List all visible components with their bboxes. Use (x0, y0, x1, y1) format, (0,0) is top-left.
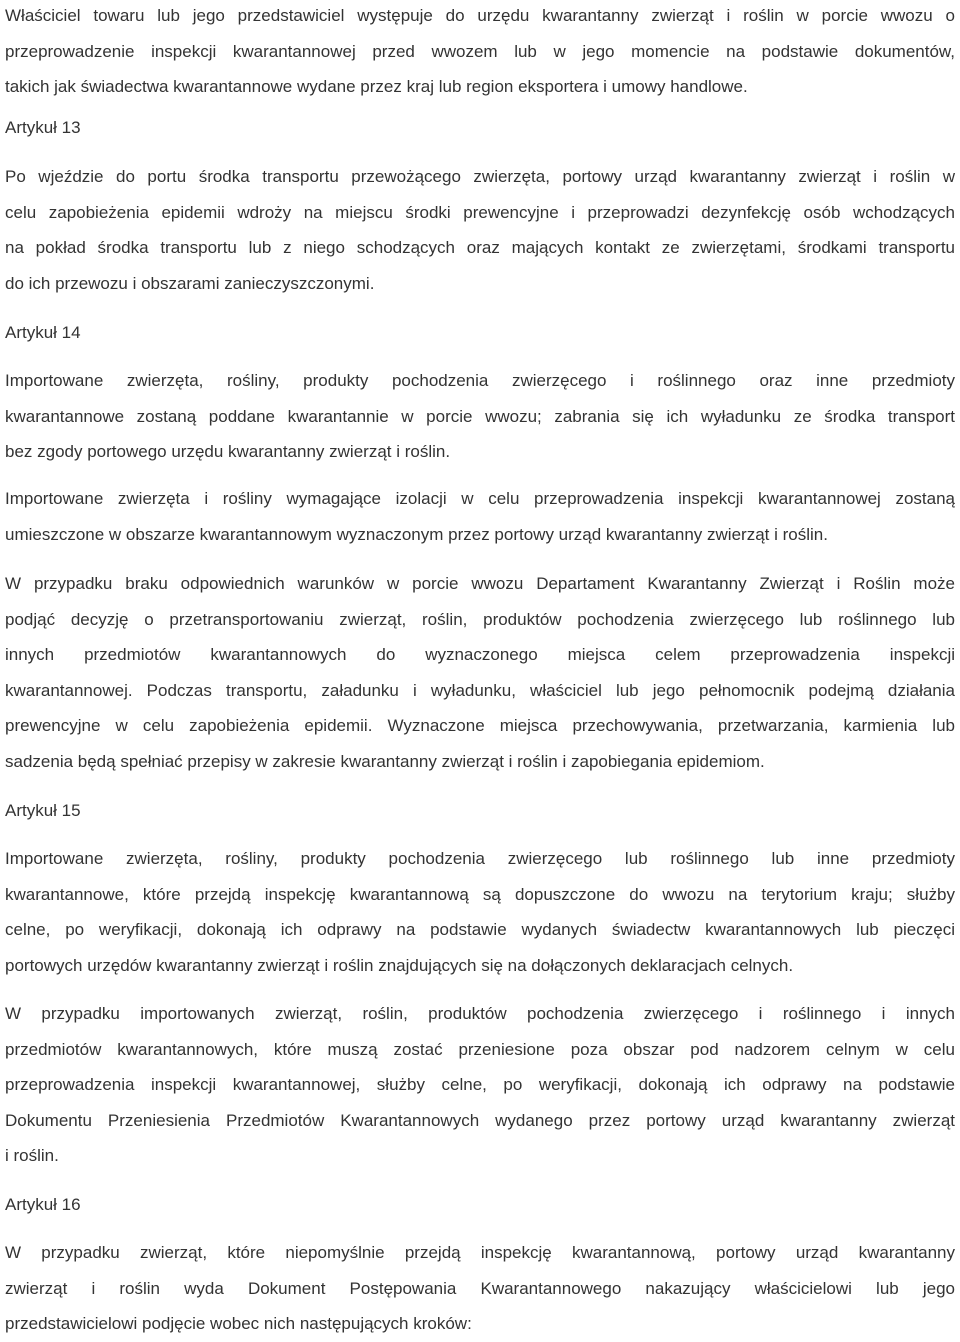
article-14-heading (5, 318, 955, 348)
article-heading: Artykuł 14 (5, 323, 81, 342)
paragraph-line: prewencyjne w celu zapobieżenia epidemii. Wyznaczone miejsca przechowywania, przetwarzania, karmienia lub (5, 716, 955, 735)
paragraph-line: umieszczone w obszarze kwarantannowym wyznaczonym przez portowy urząd kwarantanny zwierząt i roślin. (5, 524, 828, 544)
paragraph-line: przeprowadzenia inspekcji kwarantannowej, służby celne, po weryfikacji, dokonają ich odprawy na podstawie (5, 1075, 955, 1094)
paragraph-line: Właściciel towaru lub jego przedstawiciel występuje do urzędu kwarantanny zwierząt i roślin w porcie wwozu o (5, 6, 955, 25)
paragraph-line: przedstawicielowi podjęcie wobec nich następujących kroków: (5, 1314, 472, 1333)
paragraph-line: W przypadku braku odpowiednich warunków w porcie wwozu Departament Kwarantanny Zwierząt i Roślin może (5, 574, 955, 593)
paragraph-line: celu zapobieżenia epidemii wdroży na miejscu środki prewencyjne i przeprowadzi dezynfekcję osób wchodzących (5, 202, 955, 222)
article-heading: Artykuł 15 (5, 801, 81, 820)
paragraph-line: Po wjeździe do portu środka transportu przewożącego zwierzęta, portowy urząd kwarantanny zwierząt i roślin w (5, 167, 955, 186)
paragraph-article-14-a (5, 363, 955, 470)
paragraph-line: podjąć decyzję o przetransportowaniu zwierząt, roślin, produktów pochodzenia zwierzęcego lub roślinnego lub (5, 609, 955, 629)
paragraph-line: kwarantannowe zostaną poddane kwarantannie w porcie wwozu; zabrania się ich wyładunku ze środka transport (5, 406, 955, 426)
article-13-heading (5, 113, 955, 143)
paragraph-line: Importowane zwierzęta, rośliny, produkty pochodzenia zwierzęcego i roślinnego oraz inne przedmioty (5, 371, 955, 390)
paragraph-line: bez zgody portowego urzędu kwarantanny zwierząt i roślin. (5, 442, 451, 461)
paragraph-line: Dokumentu Przeniesienia Przedmiotów Kwarantannowych wydanego przez portowy urząd kwarantanny zwierząt (5, 1110, 955, 1130)
article-15-heading (5, 796, 955, 826)
article-heading: Artykuł 13 (5, 118, 81, 137)
paragraph-article-15-b (5, 996, 955, 1174)
paragraph-line: W przypadku zwierząt, które niepomyślnie przejdą inspekcję kwarantannową, portowy urząd kwarantanny (5, 1243, 955, 1262)
paragraph-line: innych przedmiotów kwarantannowych do wyznaczonego miejsca celem przeprowadzenia inspekcji (5, 645, 955, 664)
article-heading: Artykuł 16 (5, 1195, 81, 1214)
paragraph-article-14-c (5, 566, 955, 779)
paragraph-article-13 (5, 159, 955, 301)
paragraph-line: celne, po weryfikacji, dokonają ich odprawy na podstawie wydanych świadectw kwarantannowych lub pieczęci (5, 920, 955, 939)
paragraph-line: do ich przewozu i obszarami zanieczyszczonymi. (5, 273, 375, 293)
paragraph-line: kwarantannowe, które przejdą inspekcję kwarantannową są dopuszczone do wwozu na terytorium kraju; służby (5, 884, 955, 904)
paragraph-article-16 (5, 1235, 955, 1342)
paragraph-line: kwarantannowej. Podczas transportu, załadunku i wyładunku, właściciel lub jego pełnomocnik podejmą działania (5, 680, 955, 700)
paragraph-line: zwierząt i roślin wyda Dokument Postępowania Kwarantannowego nakazujący właścicielowi lub jego (5, 1278, 955, 1298)
paragraph-line: W przypadku importowanych zwierząt, roślin, produktów pochodzenia zwierzęcego i roślinnego i innych (5, 1004, 955, 1023)
paragraph-line: Importowane zwierzęta i rośliny wymagające izolacji w celu przeprowadzenia inspekcji kwarantannowej zostaną (5, 489, 955, 508)
paragraph-line: na pokład środka transportu lub z niego schodzących oraz mających kontakt ze zwierzętami, środkami transportu (5, 238, 955, 257)
paragraph-line: takich jak świadectwa kwarantannowe wydane przez kraj lub region eksportera i umowy handlowe. (5, 77, 748, 96)
article-16-heading (5, 1190, 955, 1220)
paragraph-article-14-b (5, 481, 955, 552)
paragraph-line: portowych urzędów kwarantanny zwierząt i roślin znajdujących się na dołączonych deklaracjach celnych. (5, 955, 794, 975)
paragraph-line: sadzenia będą spełniać przepisy w zakresie kwarantanny zwierząt i roślin i zapobiegania epidemiom. (5, 751, 765, 771)
paragraph-line: przedmiotów kwarantannowych, które muszą zostać przeniesione poza obszar pod nadzorem celnym w celu (5, 1039, 955, 1059)
paragraph-line: przeprowadzenie inspekcji kwarantannowej przed wwozem lub w jego momencie na podstawie dokumentów, (5, 41, 955, 61)
paragraph-intro (5, 0, 955, 105)
paragraph-article-15-a (5, 841, 955, 983)
paragraph-line: Importowane zwierzęta, rośliny, produkty pochodzenia zwierzęcego lub roślinnego lub inne przedmioty (5, 849, 955, 868)
paragraph-line: i roślin. (5, 1146, 59, 1165)
